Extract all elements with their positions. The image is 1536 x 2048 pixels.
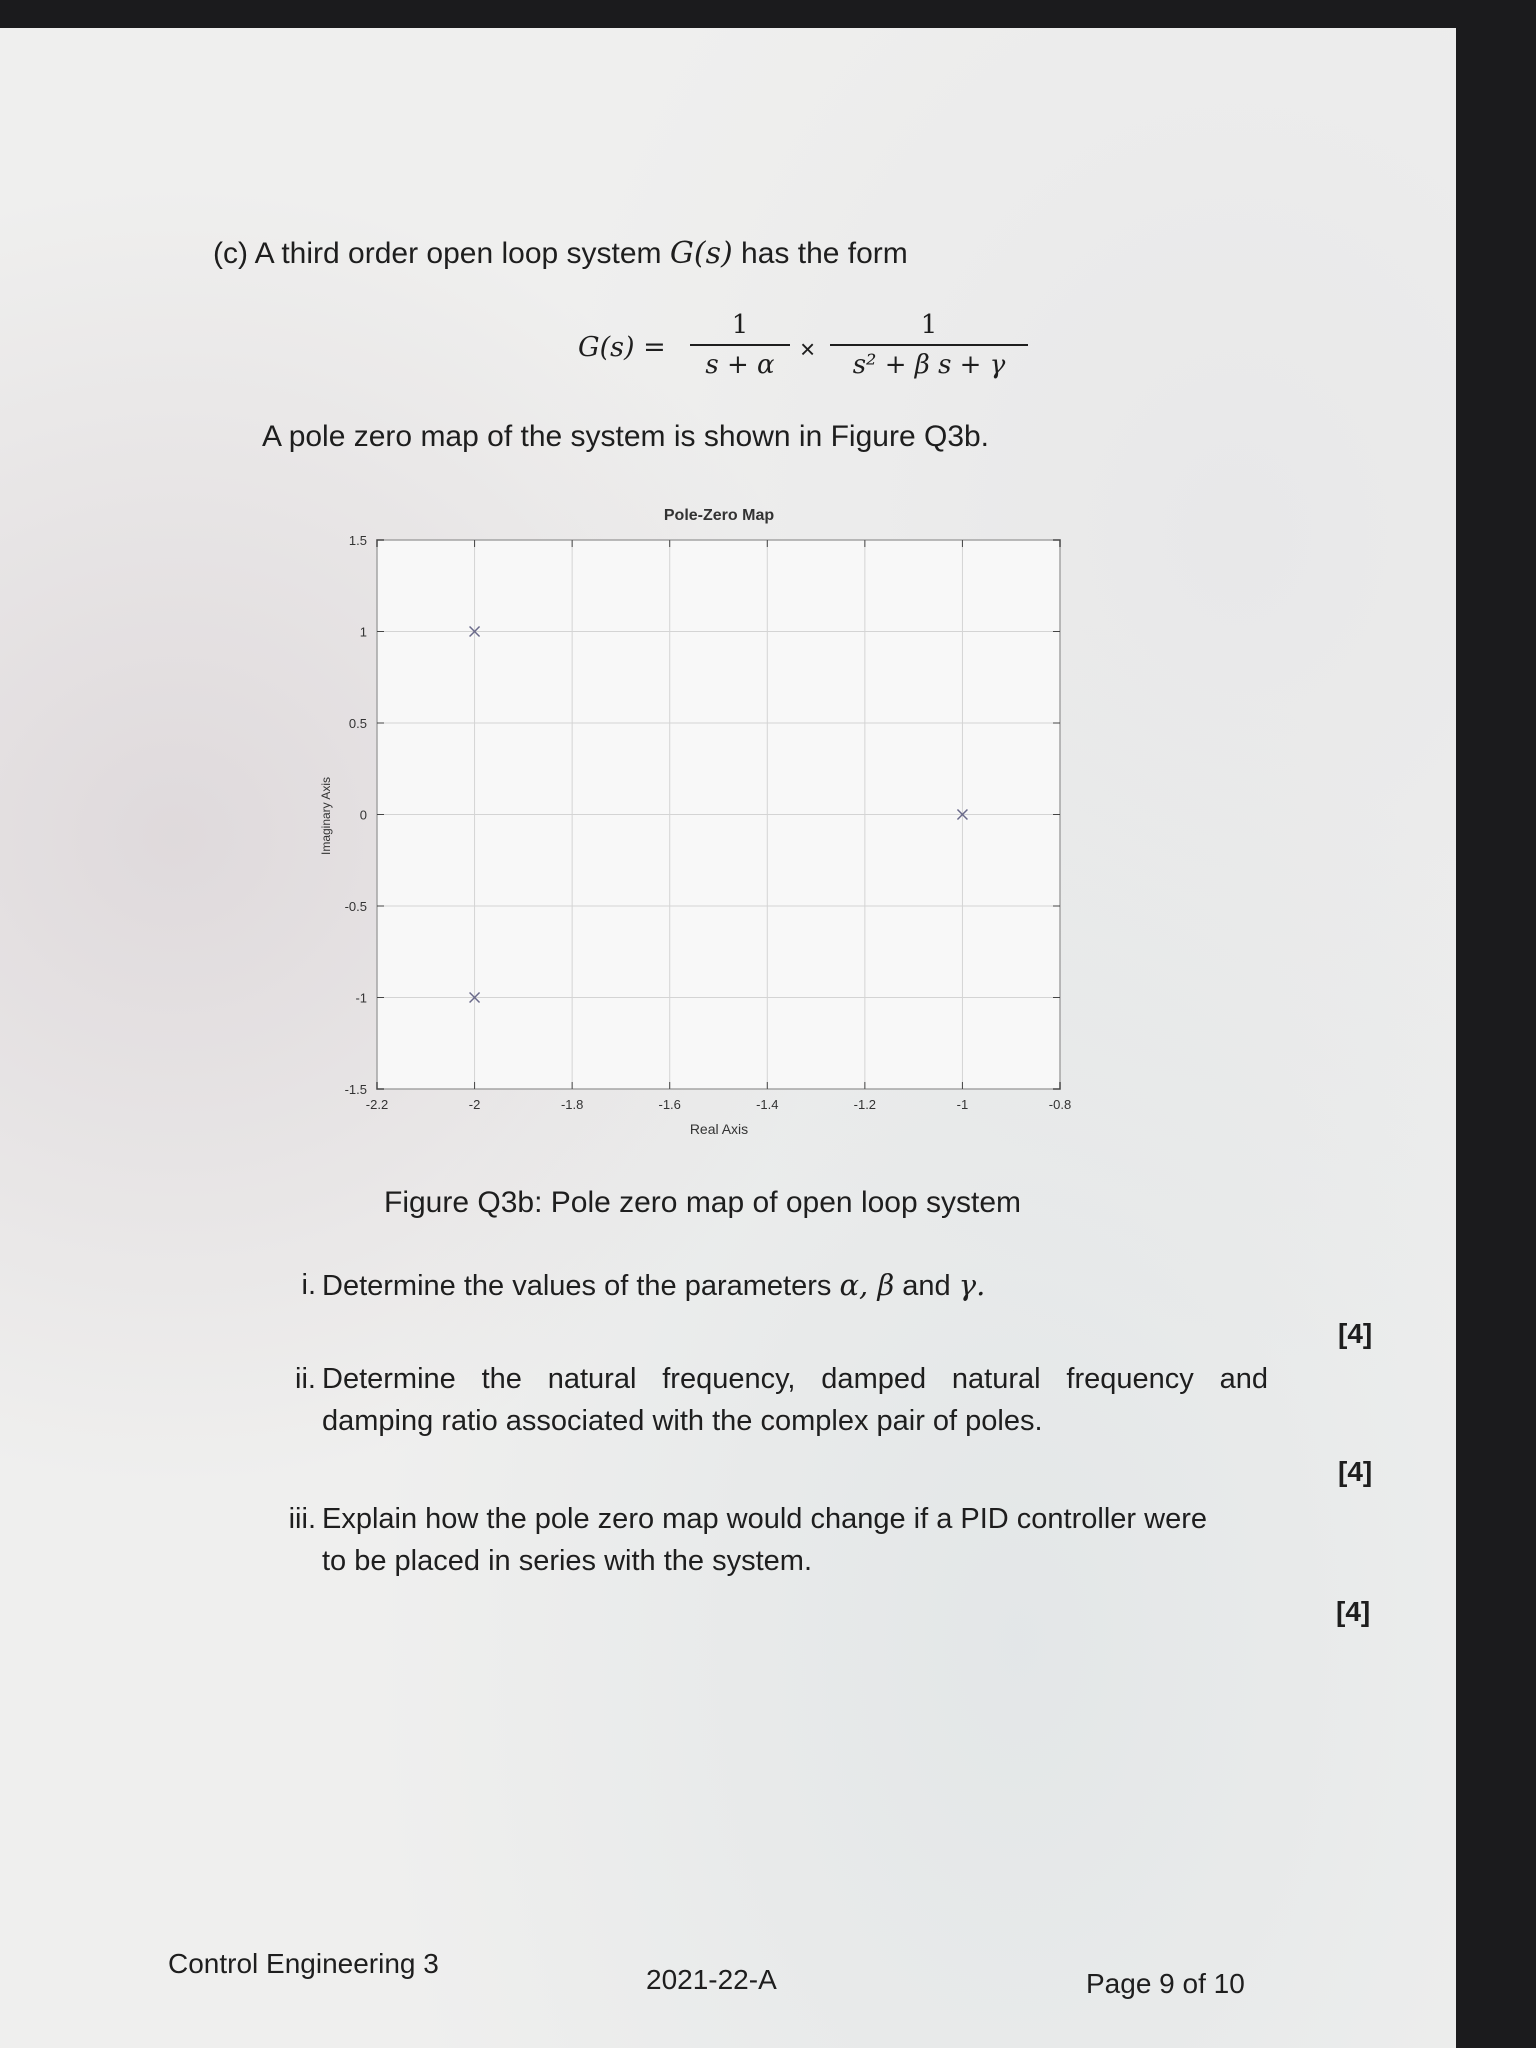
x-tick-label: -2 [468, 1097, 481, 1112]
x-tick-label: -0.8 [1048, 1097, 1072, 1112]
y-tick-label: -1.5 [344, 1082, 367, 1097]
x-tick-label: -2.2 [365, 1097, 389, 1112]
question-ii-marks: [4] [1338, 1456, 1373, 1487]
y-axis-label: Imaginary Axis [319, 776, 333, 856]
intro-suffix: has the form [741, 237, 908, 270]
fraction-1-denominator: s + α [705, 350, 775, 380]
question-ii-number: ii. [295, 1363, 316, 1395]
intro-label: (c) A third order open loop system [213, 237, 662, 270]
x-tick-label: -1.8 [560, 1097, 584, 1112]
question-i [301, 1264, 986, 1307]
x-tick-label: -1.4 [756, 1097, 779, 1112]
footer-page-number: Page 9 of 10 [1086, 1968, 1245, 1999]
question-ii-line2: damping ratio associated with the complex pair of poles. [322, 1405, 1043, 1437]
question-i-number: i. [301, 1269, 316, 1301]
footer-course: Control Engineering 3 [168, 1948, 439, 1979]
y-tick-label: -0.5 [344, 899, 367, 914]
question-iii-line1: Explain how the pole zero map would change if a PID controller were [322, 1503, 1207, 1535]
times-symbol: × [800, 334, 816, 364]
y-tick-label: 0 [359, 807, 367, 823]
question-i-text: Determine the values of the parameters [322, 1270, 832, 1302]
fraction-1-numerator: 1 [731, 310, 749, 340]
footer-session: 2021-22-A [646, 1964, 777, 1995]
question-i-and: and [902, 1270, 951, 1302]
y-tick-label: 1 [359, 624, 367, 640]
question-c-intro [213, 236, 908, 271]
fraction-2-denominator: s² + β s + γ [852, 350, 1006, 380]
question-ii [295, 1358, 1268, 1442]
formula-lhs: G(s) = [578, 332, 666, 363]
x-tick-label: -1 [956, 1097, 969, 1112]
fraction-2 [830, 310, 1028, 380]
fraction-1 [690, 310, 790, 380]
question-iii-line2: to be placed in series with the system. [322, 1545, 813, 1577]
x-axis-label: Real Axis [689, 1121, 749, 1137]
fraction-2-numerator: 1 [920, 310, 938, 340]
y-tick-label: -1 [355, 990, 367, 1006]
x-tick-label: -1.2 [853, 1097, 877, 1112]
question-iii-marks: [4] [1336, 1596, 1371, 1627]
y-tick-label: 1.5 [348, 533, 367, 548]
pole-zero-chart [310, 498, 1100, 1158]
figure-caption: Figure Q3b: Pole zero map of open loop system [384, 1186, 1022, 1219]
exam-page [0, 28, 1456, 2048]
question-iii [288, 1498, 1268, 1582]
question-ii-line1: Determine the natural frequency, damped natural frequency and [322, 1363, 1268, 1395]
y-tick-label: 0.5 [348, 716, 367, 731]
chart-title: Pole-Zero Map [663, 507, 775, 524]
figure-intro: A pole zero map of the system is shown in Figure Q3b. [262, 420, 990, 453]
x-tick-label: -1.6 [658, 1097, 681, 1112]
question-i-symbols: α, β [839, 1268, 895, 1302]
question-iii-number: iii. [288, 1503, 316, 1535]
intro-math: G(s) [669, 236, 733, 271]
question-i-marks: [4] [1338, 1318, 1373, 1349]
question-i-symbol-last: γ. [958, 1268, 986, 1302]
